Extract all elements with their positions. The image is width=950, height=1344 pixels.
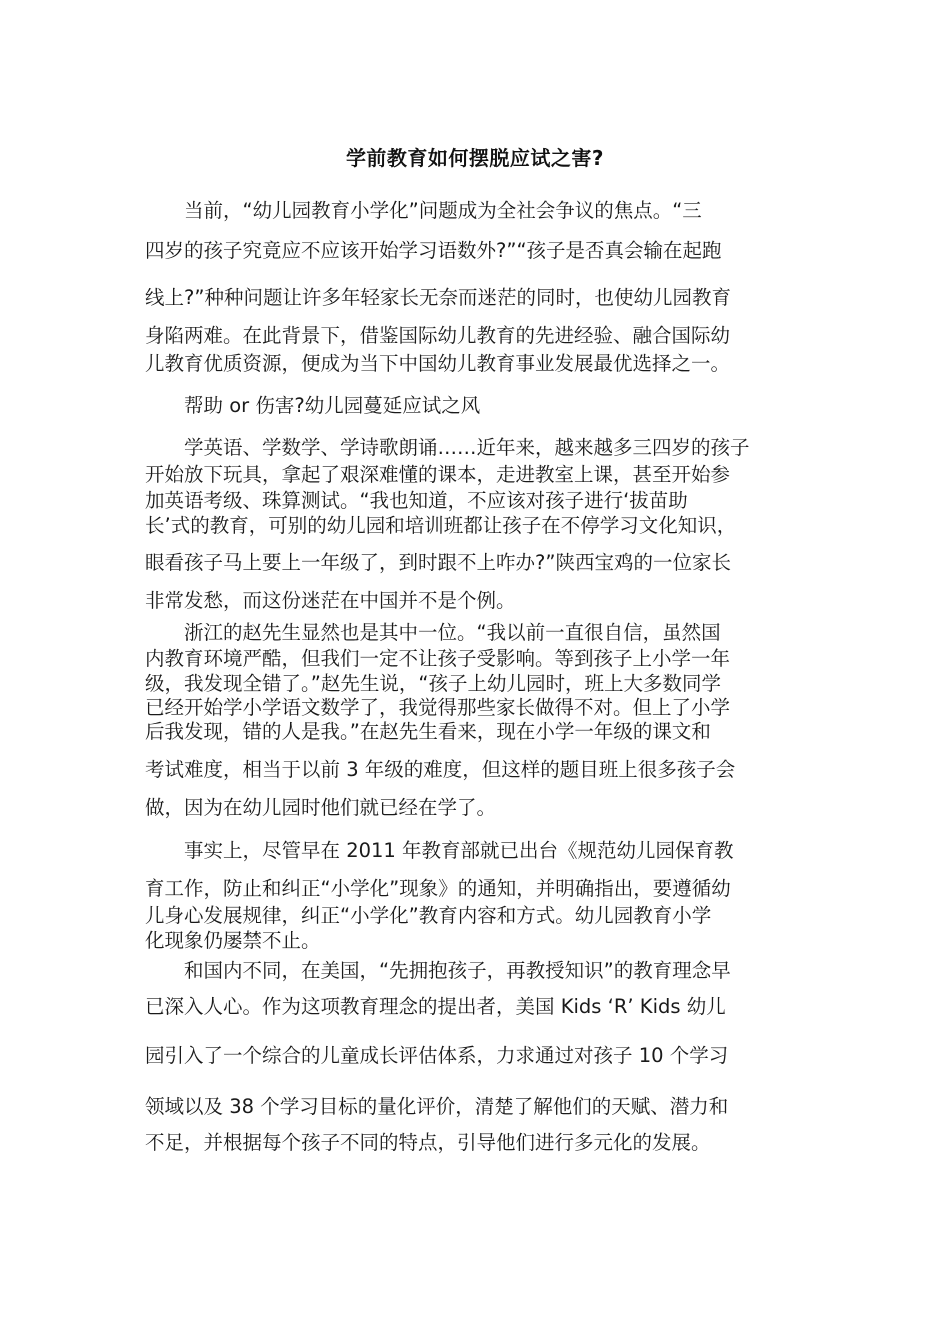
body-line: 身陷两难。在此背景下，借鉴国际幼儿教育的先进经验、融合国际幼 (145, 324, 731, 347)
section-heading: 帮助 or 伤害?幼儿园蔓延应试之风 (184, 394, 481, 417)
body-line: 加英语考级、珠算测试。“我也知道，不应该对孩子进行‘拔苗助 (145, 489, 688, 512)
body-line: 线上?”种种问题让许多年轻家长无奈而迷茫的同时，也使幼儿园教育 (145, 286, 731, 309)
body-line: 儿教育优质资源，便成为当下中国幼儿教育事业发展最优选择之一。 (145, 352, 731, 375)
body-line: 考试难度，相当于以前 3 年级的难度，但这样的题目班上很多孩子会 (145, 758, 736, 781)
body-line: 事实上，尽管早在 2011 年教育部就已出台《规范幼儿园保育教 (184, 839, 734, 862)
body-line: 和国内不同，在美国，“先拥抱孩子，再教授知识”的教育理念早 (184, 959, 731, 982)
body-line: 领域以及 38 个学习目标的量化评价，清楚了解他们的天赋、潜力和 (145, 1095, 729, 1118)
body-line: 化现象仍屡禁不止。 (145, 929, 321, 952)
body-line: 级，我发现全错了。”赵先生说，“孩子上幼儿园时，班上大多数同学 (145, 672, 721, 695)
body-line: 育工作，防止和纠正“小学化”现象》的通知，并明确指出，要遵循幼 (145, 877, 731, 900)
body-line: 学英语、学数学、学诗歌朗诵……近年来，越来越多三四岁的孩子 (184, 436, 750, 459)
body-line: 当前，“幼儿园教育小学化”问题成为全社会争议的焦点。“三 (184, 199, 702, 222)
body-line: 非常发愁，而这份迷茫在中国并不是个例。 (145, 589, 516, 612)
body-line: 园引入了一个综合的儿童成长评估体系，力求通过对孩子 10 个学习 (145, 1044, 729, 1067)
document-title: 学前教育如何摆脱应试之害? (345, 146, 605, 170)
body-line: 已经开始学小学语文数学了，我觉得那些家长做得不对。但上了小学 (145, 696, 731, 719)
body-line: 眼看孩子马上要上一年级了，到时跟不上咋办?”陕西宝鸡的一位家长 (145, 551, 731, 574)
body-line: 不足，并根据每个孩子不同的特点，引导他们进行多元化的发展。 (145, 1131, 711, 1154)
body-line: 儿身心发展规律，纠正“小学化”教育内容和方式。幼儿园教育小学 (145, 904, 712, 927)
body-line: 开始放下玩具，拿起了艰深难懂的课本，走进教室上课，甚至开始参 (145, 463, 731, 486)
body-line: 内教育环境严酷，但我们一定不让孩子受影响。等到孩子上小学一年 (145, 647, 731, 670)
body-line: 浙江的赵先生显然也是其中一位。“我以前一直很自信，虽然国 (184, 621, 721, 644)
body-line: 长’式的教育，可别的幼儿园和培训班都让孩子在不停学习文化知识， (145, 514, 737, 537)
body-line: 已深入人心。作为这项教育理念的提出者，美国 Kids ‘R’ Kids 幼儿 (145, 995, 726, 1018)
body-line: 后我发现，错的人是我。”在赵先生看来，现在小学一年级的课文和 (145, 720, 711, 743)
body-line: 做，因为在幼儿园时他们就已经在学了。 (145, 796, 497, 819)
body-line: 四岁的孩子究竟应不应该开始学习语数外?”“孩子是否真会输在起跑 (145, 239, 722, 262)
